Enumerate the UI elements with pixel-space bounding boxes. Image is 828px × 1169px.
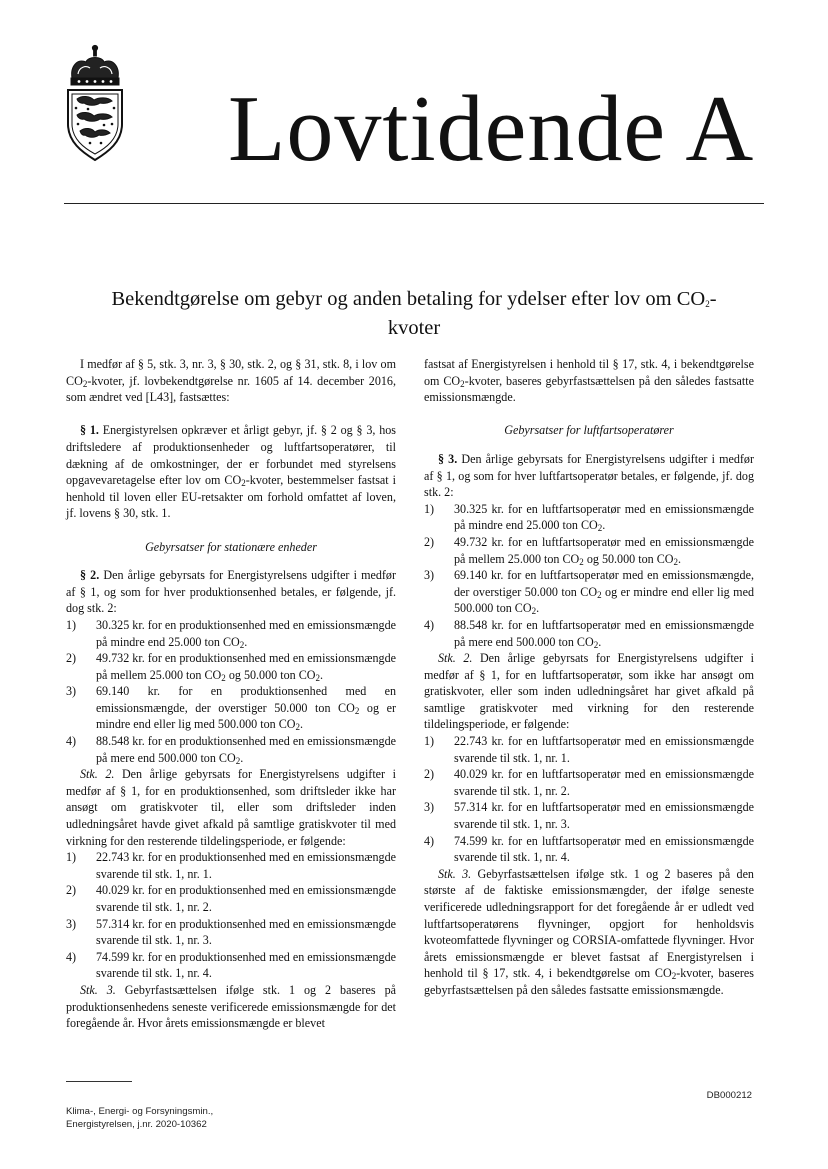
- list-item: 1) 22.743 kr. for en produktionsenhed med en emissionsmængde svarende til stk. 1, nr. 1.: [66, 850, 396, 881]
- document-title: Bekendtgørelse om gebyr og anden betaling for ydelser efter lov om $CO_2-$ kvoter: [111, 288, 717, 339]
- section-2-stk-3: Stk. 3. Gebyrfastsættelsen ifølge stk. 1 og 2 baseres på produktionsenhedens seneste verificerede emissionsmængde for det foregående år. Hvor årets emissionsmængde er blevet: [66, 982, 396, 1031]
- section-3-stk-3: Stk. 3. Gebyrfastsættelsen ifølge stk. 1 og 2 baseres på den største af de faktiske emissionsmængder, der ifølge seneste verificerede udledningsrapport for det foregående år er udledt ved luftfartsoperatørens flyvninger, opgjort for henholdsvis kvoteomfattede flyvninger og CORSIA-omfattede flyvninger. Hvor årets emissionsmængde er blevet fastsat af Energistyrelsen i henhold til § 17, stk. 4, i bekendtgørelse om $CO_2$-kvoter, baseres gebyrfastsættelsen på den således fastsatte emissionsmængde.: [424, 866, 754, 997]
- footer: [66, 1105, 213, 1131]
- list-item: 3) 69.140 kr. for en produktionsenhed med en emissionsmængde, der overstiger 50.000 ton $CO_2$ og er mindre end eller lig med 500.000 ton $CO_2$.: [66, 684, 396, 733]
- list-item: 4) 88.548 kr. for en luftfartsoperatør med en emissionsmængde på mere end 500.000 ton $CO_2$.: [424, 617, 754, 650]
- coat-of-arms-icon: [64, 44, 126, 162]
- right-column: [424, 356, 754, 999]
- list-item: 2) 40.029 kr. for en luftfartsoperatør med en emissionsmængde svarende til stk. 1, nr. 2.: [424, 767, 754, 798]
- footer-ministry: Klima-, Energi- og Forsyningsmin.,: [66, 1106, 214, 1117]
- list-item: 1) 30.325 kr. for en produktionsenhed med en emissionsmængde på mindre end 25.000 ton $CO_2$.: [66, 617, 396, 650]
- list-item: 2) 49.732 kr. for en produktionsenhed med en emissionsmængde på mellem 25.000 ton $CO_2$ og 50.000 ton $CO_2$.: [66, 651, 396, 683]
- preamble: I medfør af § 5, stk. 3, nr. 3, § 30, stk. 2, og § 31, stk. 8, i lov om $CO_2$-kvoter, jf. lovbekendtgørelse nr. 1605 af 14. december 2016, som ændret ved [L43], fastsættes:: [66, 357, 396, 405]
- section-3: § 3. Den årlige gebyrsats for Energistyrelsens udgifter i medfør af § 1, og som for hver luftfartsoperatør betales, er følgende, jf. dog stk. 2:: [424, 451, 754, 500]
- section-2-stk-3-continued: fastsat af Energistyrelsen i henhold til § 17, stk. 4, i bekendtgørelse om $CO_2$-kvoter, baseres gebyrfastsættelsen på den således fastsatte emissionsmængde.: [424, 357, 754, 405]
- header-rule: [64, 203, 764, 204]
- section-heading-stationary: Gebyrsatser for stationære enheder: [145, 539, 317, 554]
- document-code: DB000212: [706, 1090, 752, 1101]
- list-item: 4) 74.599 kr. for en produktionsenhed med en emissionsmængde svarende til stk. 1, nr. 4.: [66, 949, 396, 981]
- list-item: 4) 74.599 kr. for en luftfartsoperatør med en emissionsmængde svarende til stk. 1, nr. 4.: [424, 833, 754, 865]
- list-item: 2) 49.732 kr. for en luftfartsoperatør med en emissionsmængde på mellem 25.000 ton $CO_2$ og 50.000 ton $CO_2$.: [424, 534, 754, 567]
- section-heading-aviation: Gebyrsatser for luftfartsoperatører: [504, 423, 674, 438]
- list-item: 1) 22.743 kr. for en luftfartsoperatør med en emissionsmængde svarende til stk. 1, nr. 1.: [424, 734, 754, 765]
- left-column: [66, 356, 396, 1032]
- footer-rule: [66, 1081, 132, 1082]
- section-1: § 1. Energistyrelsen opkræver et årligt gebyr, jf. § 2 og § 3, hos driftsledere af produktionsenheder og luftfartsoperatører, til dækning af de omkostninger, der er forbundet med styrelsens opgavevaretagelse efter lov om $CO_2$-kvoter, bestemmelser fastsat i henhold til loven eller EU-retsakter om forhold omfattet af loven, jf. lovens § 30, stk. 1.: [66, 423, 397, 521]
- list-item: 3) 57.314 kr. for en luftfartsoperatør med en emissionsmængde svarende til stk. 1, nr. 3.: [424, 800, 754, 832]
- list-item: 1) 30.325 kr. for en luftfartsoperatør med en emissionsmængde på mindre end 25.000 ton $CO_2$.: [424, 501, 754, 534]
- list-item: 2) 40.029 kr. for en produktionsenhed med en emissionsmængde svarende til stk. 1, nr. 2.: [66, 883, 396, 914]
- masthead-title: Lovtidende A: [228, 77, 755, 181]
- list-item: 3) 69.140 kr. for en luftfartsoperatør med en emissionsmængde, der overstiger 50.000 ton $CO_2$ og er mindre end eller lig med 500.000 ton $CO_2$.: [424, 568, 754, 617]
- footer-case-number: Energistyrelsen, j.nr. 2020-10362: [66, 1119, 207, 1130]
- section-3-stk-2: Stk. 2. Den årlige gebyrsats for Energistyrelsens udgifter i medfør af § 1, for en luftfartsoperatør, som ikke har ansøgt om gratiskvoter, eller som inden udledningsåret har givet afkald på samtlige gratiskvoter med virkning for den resterende tildelingsperiode, er følgende:: [424, 651, 754, 732]
- section-2-stk-2: Stk. 2. Den årlige gebyrsats for Energistyrelsens udgifter i medfør af § 1, for en produktionsenhed, som driftsleder ikke har ansøgt om gratiskvoter til, eller som driftsleder inden udledningsåret havde givet afkald på samtlige gratiskvoter til med virkning for den resterende tildelingsperiode, er følgende:: [66, 767, 396, 848]
- list-item: 3) 57.314 kr. for en produktionsenhed med en emissionsmængde svarende til stk. 1, nr. 3.: [66, 916, 396, 948]
- section-2: § 2. Den årlige gebyrsats for Energistyrelsens udgifter i medfør af § 1, og som for hver produktionsenhed betales, er følgende, jf. dog stk. 2:: [66, 568, 396, 616]
- list-item: 4) 88.548 kr. for en produktionsenhed med en emissionsmængde på mere end 500.000 ton $CO_2$.: [66, 734, 396, 766]
